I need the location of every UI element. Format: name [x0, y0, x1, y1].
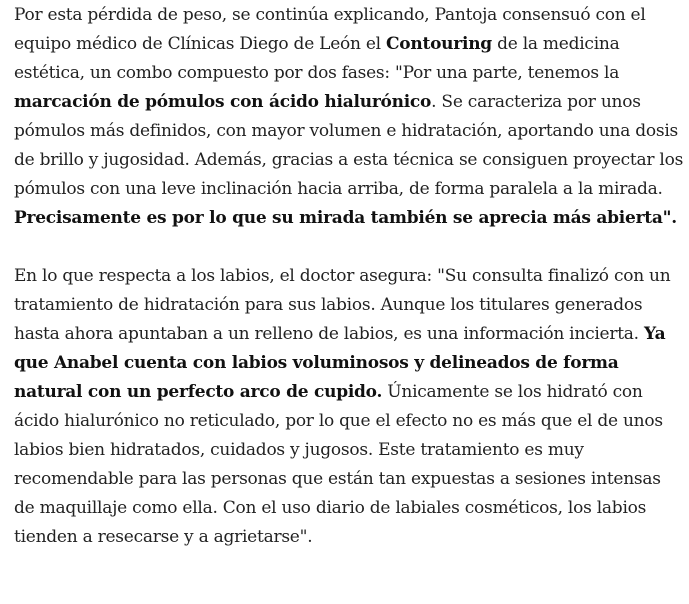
- paragraph-text: Por esta pérdida de peso, se continúa explicando, Pantoja consensuó con el equipo médico de Clínicas Diego de León el: [14, 5, 646, 54]
- bold-text: Precisamente es por lo que su mirada también se aprecia más abierta".: [14, 208, 677, 228]
- bold-text: marcación de pómulos con ácido hialurónico: [14, 92, 432, 112]
- article-body: [14, 1, 684, 552]
- article-paragraph-labios: [14, 262, 684, 552]
- paragraph-text: de la medicina estética, un combo compuesto por dos fases: "Por una parte, tenemos la: [14, 34, 620, 83]
- bold-text: Ya que Anabel cuenta con labios voluminosos y delineados de forma natural con un perfecto arco de cupido.: [14, 324, 666, 402]
- bold-text: Contouring: [386, 34, 492, 54]
- paragraph-text: En lo que respecta a los labios, el doctor asegura: "Su consulta finalizó con un tratamiento de hidratación para sus labios. Aunque los titulares generados hasta ahora apuntaban a un relleno de labios, es una información incierta.: [14, 266, 671, 344]
- article-paragraph-contouring: [14, 1, 684, 233]
- paragraph-text: Únicamente se los hidrató con ácido hialurónico no reticulado, por lo que el efecto no es más que el de unos labios bien hidratados, cuidados y jugosos. Este tratamiento es muy recomendable para las personas que están tan expuestas a sesiones intensas de maquillaje como ella. Con el uso diario de labiales cosméticos, los labios tienden a resecarse y a agrietarse".: [14, 382, 663, 547]
- paragraph-text: . Se caracteriza por unos pómulos más definidos, con mayor volumen e hidratación, aportando una dosis de brillo y jugosidad. Además, gracias a esta técnica se consiguen proyectar los pómulos con una leve inclinación hacia arriba, de forma paralela a la mirada.: [14, 92, 684, 199]
